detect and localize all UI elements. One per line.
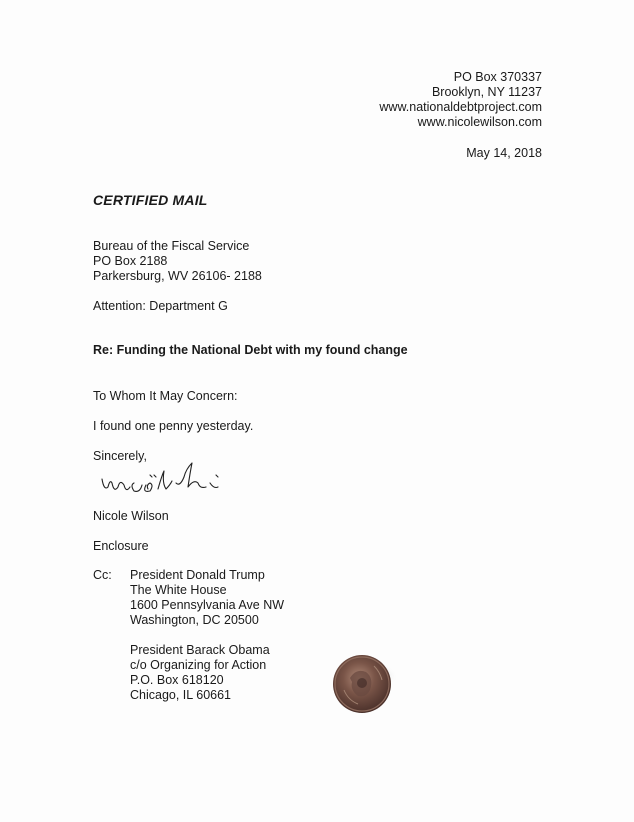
cc-recipient-1 xyxy=(130,568,284,628)
cc-recipient-2-line-3: P.O. Box 618120 xyxy=(130,673,224,687)
cc-recipient-1-line-3: 1600 Pennsylvania Ave NW xyxy=(130,598,285,612)
recipient-address-line-2: Parkersburg, WV 26106- 2188 xyxy=(93,269,262,283)
subject-line: Re: Funding the National Debt with my found change xyxy=(93,343,408,357)
closing: Sincerely, xyxy=(93,449,147,463)
signer-name: Nicole Wilson xyxy=(93,509,169,523)
mail-type-heading: CERTIFIED MAIL xyxy=(93,192,208,208)
enclosure-note: Enclosure xyxy=(93,539,149,553)
sender-address-line-2: Brooklyn, NY 11237 xyxy=(431,85,542,99)
sender-address-line-1: PO Box 370337 xyxy=(453,70,542,84)
cc-label: Cc: xyxy=(93,568,112,582)
cc-recipient-2-line-2: c/o Organizing for Action xyxy=(130,658,267,672)
signature-icon xyxy=(96,453,256,503)
cc-recipient-2-line-1: President Barack Obama xyxy=(130,643,270,657)
recipient-name: Bureau of the Fiscal Service xyxy=(93,239,250,253)
cc-recipient-1-line-4: Washington, DC 20500 xyxy=(130,613,259,627)
cc-recipient-2-line-4: Chicago, IL 60661 xyxy=(130,688,232,702)
recipient-address-line-1: PO Box 2188 xyxy=(93,254,168,268)
penny-coin-icon xyxy=(322,650,402,716)
body-text: I found one penny yesterday. xyxy=(93,419,254,433)
cc-recipient-1-line-2: The White House xyxy=(130,583,227,597)
cc-recipient-1-line-1: President Donald Trump xyxy=(130,568,265,582)
salutation: To Whom It May Concern: xyxy=(93,389,238,403)
sender-website-2: www.nicolewilson.com xyxy=(417,115,542,129)
attention-line: Attention: Department G xyxy=(93,299,228,313)
cc-recipient-2 xyxy=(130,643,270,703)
sender-website-1: www.nationaldebtproject.com xyxy=(379,100,542,114)
letter-date: May 14, 2018 xyxy=(466,146,542,160)
